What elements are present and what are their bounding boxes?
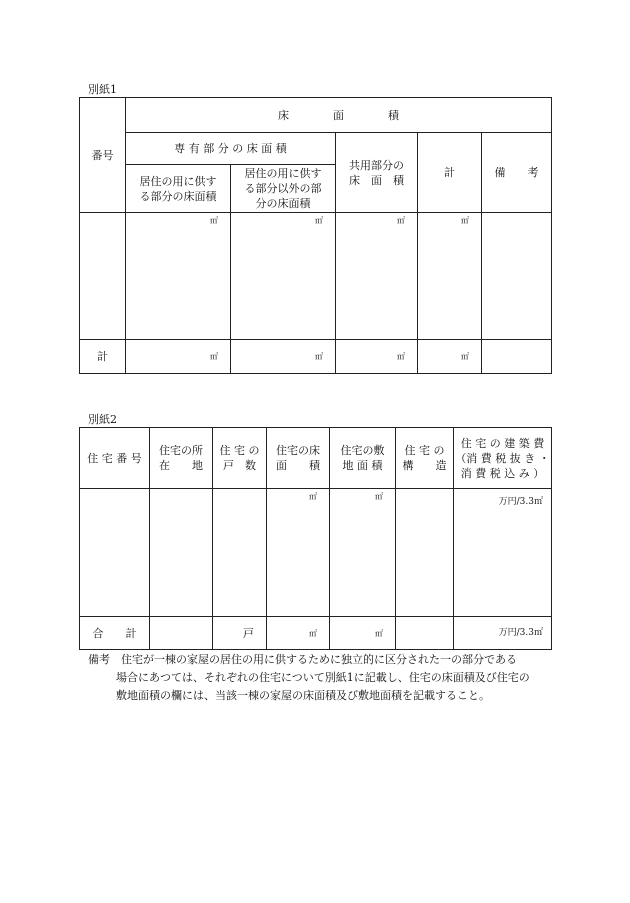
- note-line-3: 敷地面積の欄には、当該一棟の家屋の床面積及び敷地面積を記載すること。: [116, 689, 490, 702]
- residential-area-header: 居住の用に供す る部分の床面積: [126, 165, 231, 213]
- total-location-cell[interactable]: [150, 617, 213, 650]
- grand-total-label: 合 計: [80, 617, 150, 650]
- entry-common-cell[interactable]: [336, 213, 418, 340]
- remarks-header: 備 考: [482, 133, 552, 213]
- entry-remarks-cell[interactable]: [482, 213, 552, 340]
- entry-nonresidential-cell[interactable]: [231, 213, 336, 340]
- entry-location-cell[interactable]: [150, 489, 213, 617]
- entry-total-cell[interactable]: [418, 213, 482, 340]
- total-row-label: 計: [80, 340, 126, 374]
- unit-m2: ㎡: [210, 216, 218, 225]
- form2-entry-row: [80, 489, 552, 617]
- construction-cost-header: 住 宅 の 建 築 費 （消 費 税 抜 き ・ 消 費 税 込 み ）: [454, 428, 552, 489]
- total-nonresidential-cell[interactable]: ㎡: [231, 340, 336, 374]
- floor-area-header: 床 面 積: [126, 98, 552, 133]
- entry-house-number-cell[interactable]: [80, 489, 150, 617]
- unit-m2: ㎡: [315, 216, 323, 225]
- form1-table: [79, 97, 552, 374]
- entry-structure-cell[interactable]: [396, 489, 454, 617]
- total-residential-cell[interactable]: ㎡: [126, 340, 231, 374]
- total-header: 計: [418, 133, 482, 213]
- house-floor-area-header: 住宅の床 面 積: [267, 428, 330, 489]
- entry-unit-count-cell[interactable]: [213, 489, 267, 617]
- unit-m2: ㎡: [309, 492, 317, 501]
- remarks-note: [88, 651, 558, 705]
- unit-m2: ㎡: [397, 216, 405, 225]
- form2-table: [79, 427, 552, 650]
- house-number-header: 住 宅 番 号: [80, 428, 150, 489]
- unit-cost: 万円/3.3㎡: [498, 497, 543, 507]
- entry-residential-cell[interactable]: [126, 213, 231, 340]
- total-unit-count-cell[interactable]: 戸: [213, 617, 267, 650]
- form2-label: 別紙2: [88, 413, 117, 426]
- location-header: 住宅の所 在 地: [150, 428, 213, 489]
- number-header: 番号: [80, 98, 126, 213]
- total-house-floor-cell[interactable]: ㎡: [267, 617, 330, 650]
- unit-m2: ㎡: [375, 492, 383, 501]
- total-structure-cell[interactable]: [396, 617, 454, 650]
- form1-entry-row: [80, 213, 552, 340]
- site-area-header: 住宅の敷 地 面 積: [330, 428, 396, 489]
- entry-number-cell[interactable]: [80, 213, 126, 340]
- entry-cost-cell[interactable]: [454, 489, 552, 617]
- form2-total-row: [80, 617, 552, 650]
- note-line-2: 場合にあつては、それぞれの住宅について別紙1に記載し、住宅の床面積及び住宅の: [116, 671, 530, 684]
- total-common-cell[interactable]: ㎡: [336, 340, 418, 374]
- unit-m2: ㎡: [461, 216, 469, 225]
- total-cost-cell[interactable]: 万円/3.3㎡: [454, 617, 552, 650]
- form1-label: 別紙1: [88, 83, 117, 96]
- entry-site-area-cell[interactable]: [330, 489, 396, 617]
- common-area-header: 共用部分の 床 面 積: [336, 133, 418, 213]
- form1-total-row: [80, 340, 552, 374]
- note-lead: 備考: [88, 653, 110, 666]
- exclusive-area-header: 専 有 部 分 の 床 面 積: [126, 133, 336, 165]
- total-total-cell[interactable]: ㎡: [418, 340, 482, 374]
- entry-house-floor-cell[interactable]: [267, 489, 330, 617]
- unit-count-header: 住 宅 の 戸 数: [213, 428, 267, 489]
- total-remarks-cell[interactable]: [482, 340, 552, 374]
- note-line-1: 備考 住宅が一棟の家屋の居住の用に供するために独立的に区分された一の部分である: [88, 653, 517, 666]
- structure-header: 住 宅 の 構 造: [396, 428, 454, 489]
- nonresidential-area-header: 居住の用に供す る部分以外の部 分の床面積: [231, 165, 336, 213]
- total-site-area-cell[interactable]: ㎡: [330, 617, 396, 650]
